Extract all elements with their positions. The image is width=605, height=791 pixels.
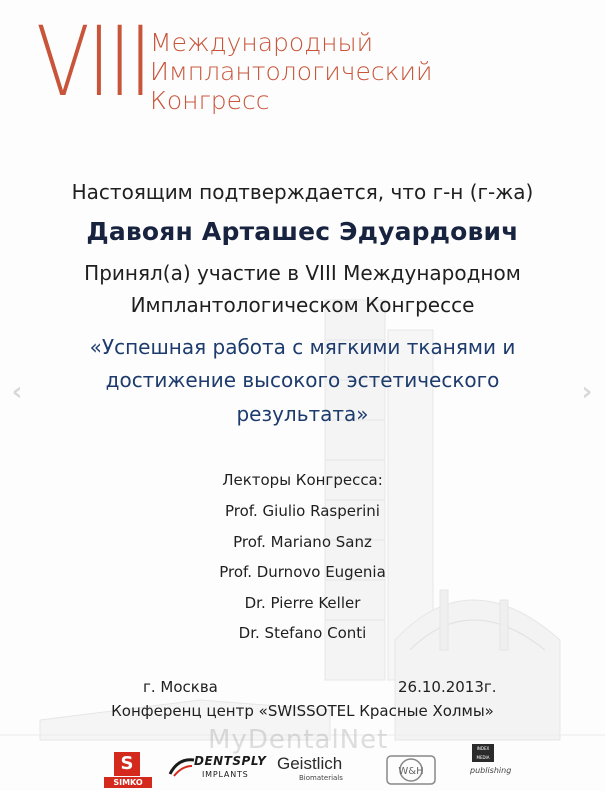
geistlich-sub-label: Biomaterials [299, 774, 343, 782]
topic-line: результата» [236, 402, 369, 426]
lecturer-name: Dr. Stefano Conti [238, 624, 367, 642]
date-label: 26.10.2013г. [398, 678, 497, 696]
roman-numeral: VIII [36, 6, 150, 118]
topic-line: достижение высокого эстетического [105, 368, 500, 392]
dentsply-logo [168, 750, 267, 788]
simko-logo [104, 752, 152, 788]
index-media-label: INDEX MEDIA [472, 744, 494, 762]
carousel-prev-arrow-icon[interactable]: ‹ [11, 377, 23, 407]
participation-line: Имплантологическом Конгрессе [130, 293, 475, 317]
city-label: г. Москва [143, 678, 218, 696]
site-watermark: MyDentalNet [208, 725, 389, 755]
topic-line: «Успешная работа с мягкими тканями и [89, 335, 516, 359]
simko-label: SIMKO [104, 777, 152, 788]
confirmation-text: Настоящим подтверждается, что г-н (г-жа) [71, 180, 534, 204]
congress-title [150, 28, 432, 115]
geistlich-logo [277, 754, 357, 786]
congress-title-line: Международный [150, 28, 374, 57]
venue-label: Конференц центр «SWISSOTEL Красные Холмы» [111, 702, 494, 720]
carousel-next-arrow-icon[interactable]: › [581, 377, 593, 407]
simko-s-icon: S [114, 752, 140, 776]
participation-line: Принял(а) участие в VIII Международном [84, 261, 521, 285]
wh-label: W&H [398, 766, 424, 777]
participant-name: Давоян Арташес Эдуардович [86, 217, 519, 246]
lecturer-name: Dr. Pierre Keller [244, 594, 361, 612]
publishing-label: publishing [470, 766, 512, 775]
congress-title-line: Имплантологический [150, 57, 433, 86]
sponsor-strip [0, 742, 605, 791]
congress-title-line: Конгресс [150, 86, 270, 115]
lecturer-name: Prof. Giulio Rasperini [225, 502, 380, 520]
geistlich-label: Geistlich [277, 754, 343, 773]
lecturer-name: Prof. Durnovo Eugenia [219, 563, 386, 581]
lecturers-heading: Лекторы Конгресса: [222, 471, 383, 489]
wh-emblem-icon [385, 754, 437, 786]
wh-logo [385, 754, 437, 786]
lecturer-name: Prof. Mariano Sanz [233, 533, 372, 551]
dentsply-sub-label: IMPLANTS [202, 770, 249, 779]
index-media-logo [464, 744, 512, 788]
dentsply-label: DENTSPLY [194, 754, 267, 768]
